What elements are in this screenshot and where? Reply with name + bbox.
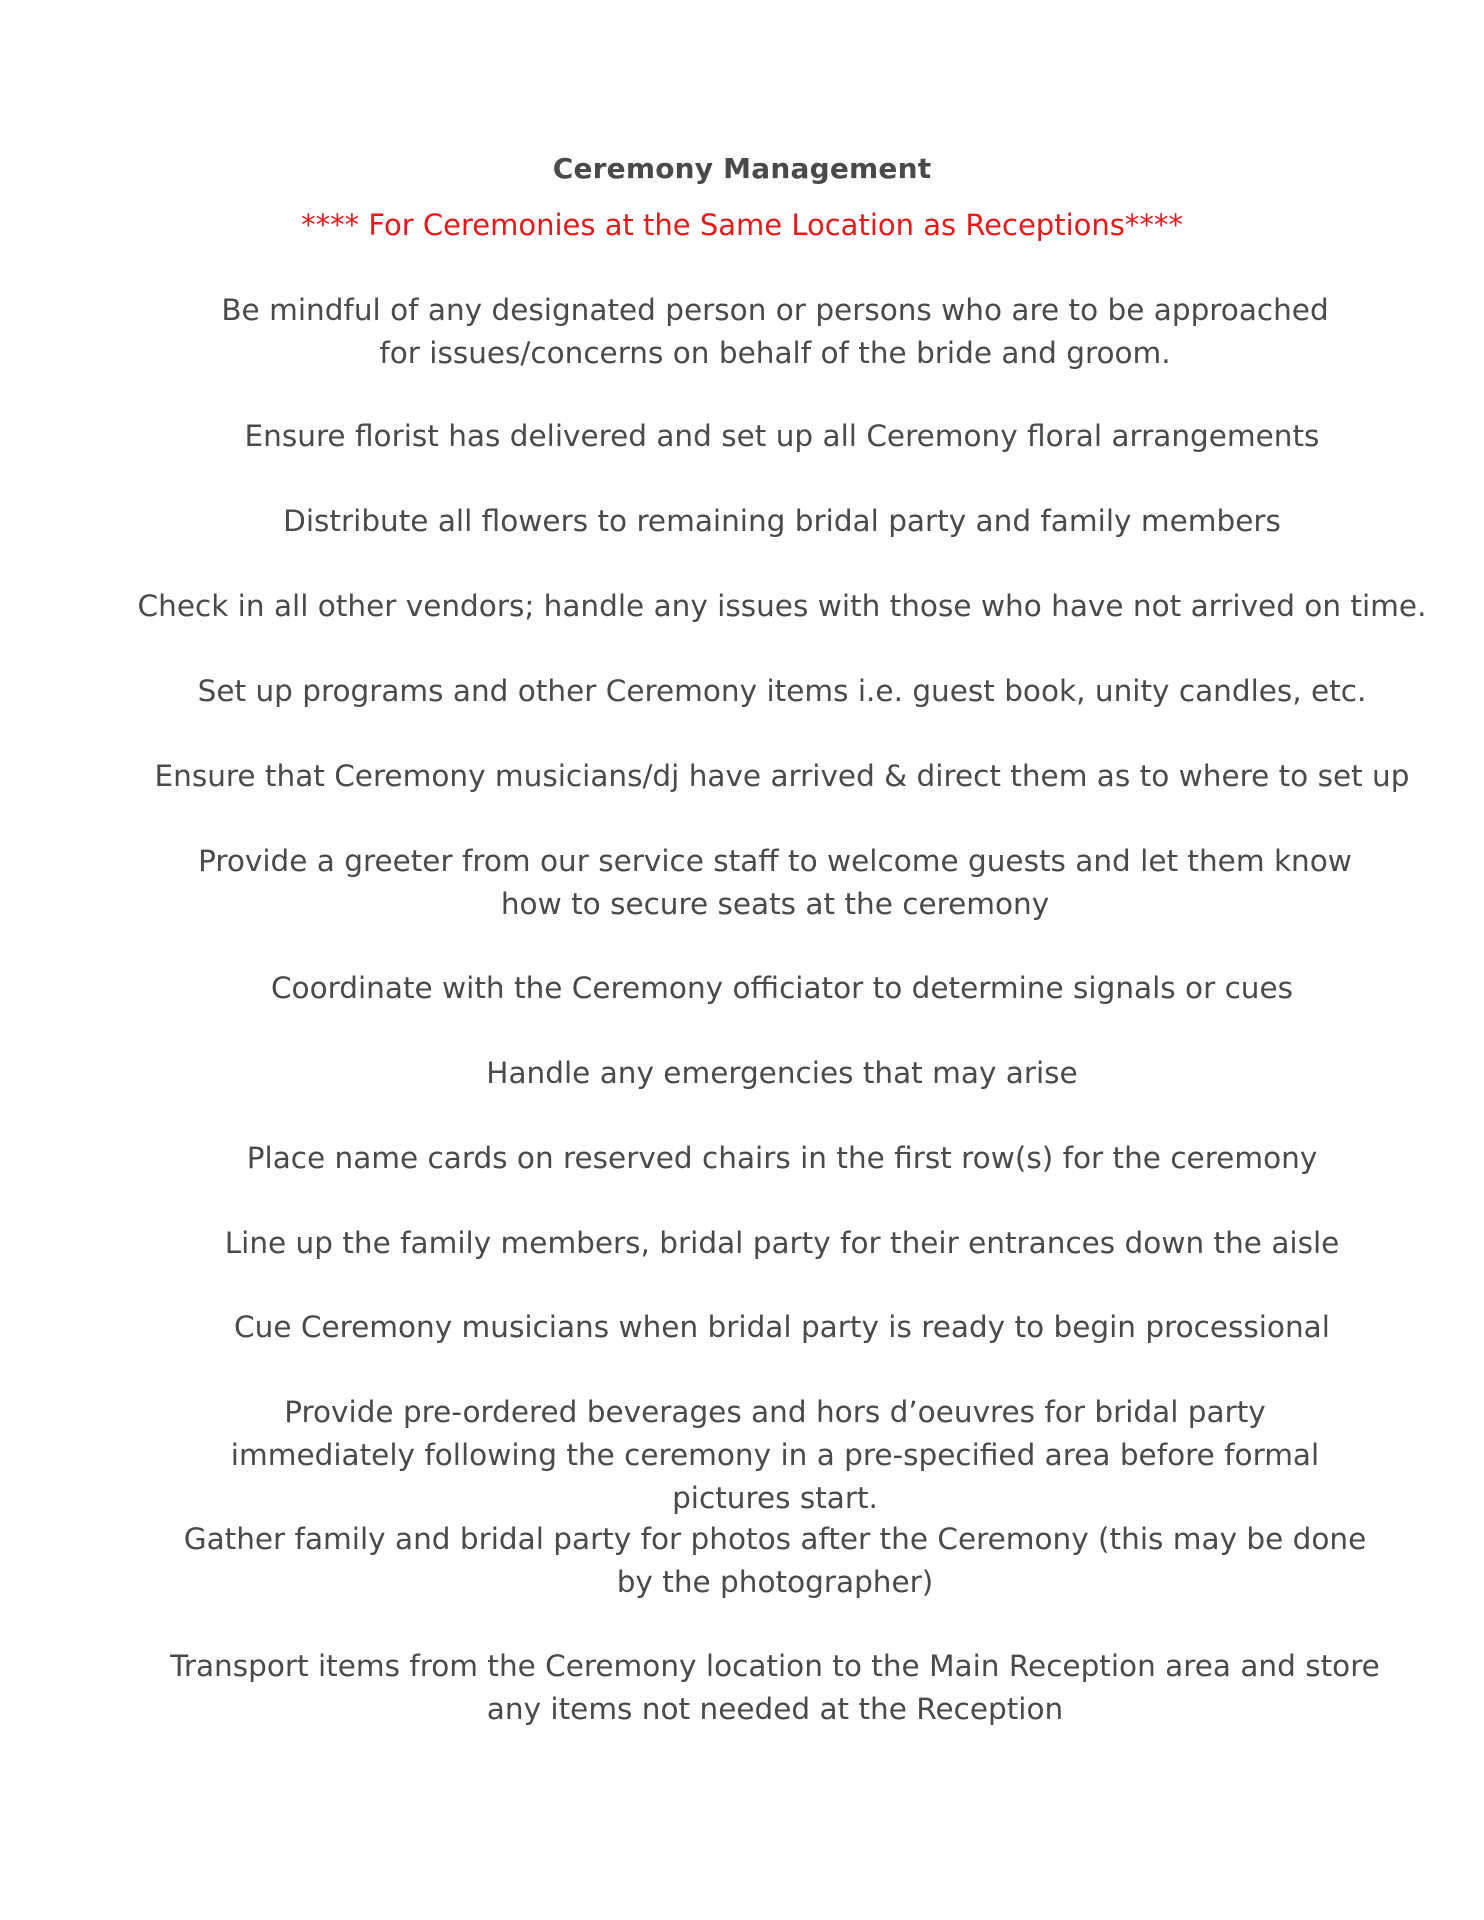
list-item: Line up the family members, bridal party for their entrances down the aisle (224, 1226, 1340, 1260)
list-item: Provide pre-ordered beverages and hors d’oeuvres for bridal party immediately following the ceremony in a pre-specified area before formal pictures start. (230, 1395, 1320, 1515)
list-item: Place name cards on reserved chairs in the first row(s) for the ceremony (246, 1141, 1318, 1175)
list-item: Ensure florist has delivered and set up all Ceremony floral arrangements (244, 419, 1320, 453)
list-item: Cue Ceremony musicians when bridal party is ready to begin processional (234, 1310, 1330, 1344)
list-item: Handle any emergencies that may arise (486, 1056, 1078, 1090)
list-item: Provide a greeter from our service staff to welcome guests and let them know how to secure seats at the ceremony (198, 844, 1352, 921)
list-item: Ensure that Ceremony musicians/dj have arrived & direct them as to where to set up (154, 759, 1410, 793)
list-item: Transport items from the Ceremony location to the Main Reception area and store any items not needed at the Reception (170, 1649, 1380, 1726)
list-item: Distribute all flowers to remaining bridal party and family members (283, 504, 1281, 538)
document-subtitle: **** For Ceremonies at the Same Location as Receptions**** (301, 208, 1183, 242)
list-item: Gather family and bridal party for photos after the Ceremony (this may be done by the photographer) (183, 1522, 1367, 1599)
list-item: Be mindful of any designated person or persons who are to be approached for issues/concerns on behalf of the bride and groom. (221, 293, 1329, 370)
list-item: Check in all other vendors; handle any issues with those who have not arrived on time. (137, 589, 1427, 623)
document-title: Ceremony Management (552, 152, 932, 185)
list-item: Coordinate with the Ceremony officiator to determine signals or cues (270, 971, 1294, 1005)
list-item: Set up programs and other Ceremony items i.e. guest book, unity candles, etc. (197, 674, 1367, 708)
